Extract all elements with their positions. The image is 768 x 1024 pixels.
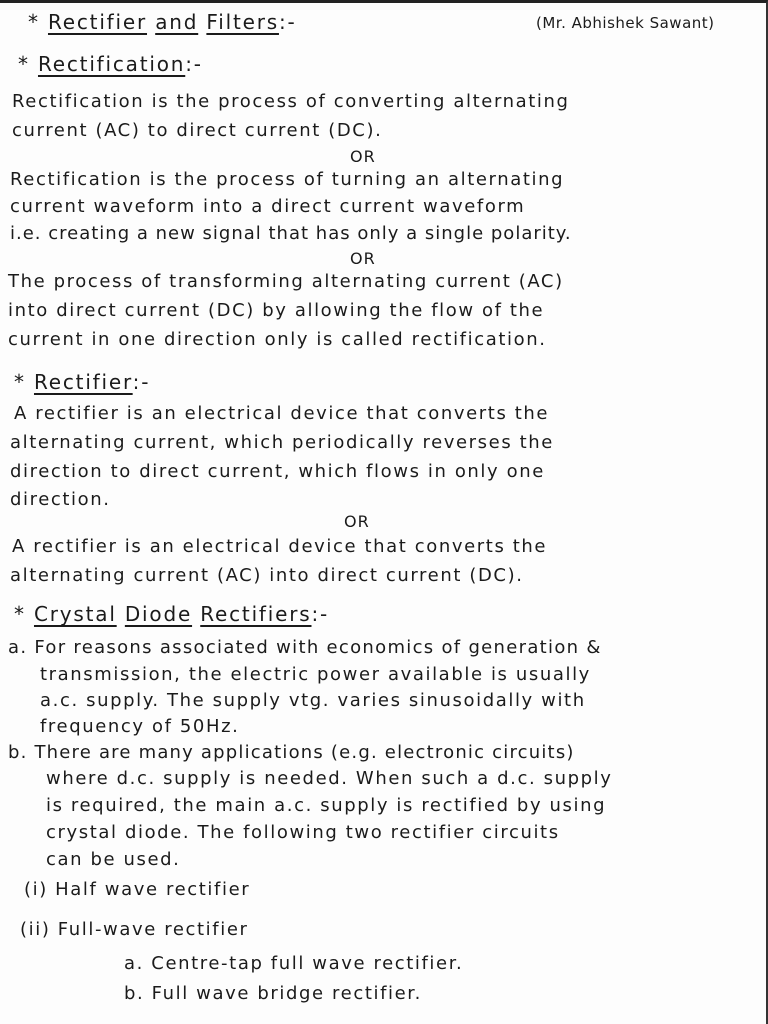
section-heading-rectification [18, 53, 203, 75]
section-heading-crystal-diode [14, 603, 329, 625]
text-line: alternating current, which periodically reverses the [10, 432, 554, 453]
or-separator: OR [350, 249, 376, 268]
text-line: A rectifier is an electrical device that converts the [12, 536, 548, 557]
text-line: alternating current (AC) into direct current (DC). [10, 565, 524, 586]
text-line: A rectifier is an electrical device that converts the [14, 403, 550, 424]
full-wave-subtype: b. Full wave bridge rectifier. [124, 983, 422, 1004]
title-word-3: Filters [206, 10, 279, 34]
heading-suffix: :- [132, 370, 151, 394]
heading-word-1: Crystal [33, 602, 117, 626]
title-suffix: :- [278, 10, 297, 34]
heading-word-2: Diode [124, 602, 193, 626]
point-a-line: frequency of 50Hz. [40, 716, 240, 737]
star-bullet: * [28, 10, 40, 34]
full-wave-subtype: a. Centre-tap full wave rectifier. [124, 953, 464, 974]
text-line: The process of transforming alternating current (AC) [8, 271, 564, 292]
or-separator: OR [350, 147, 376, 166]
star-bullet: * [18, 52, 30, 76]
text-line: direction to direct current, which flows in only one [10, 461, 545, 482]
text-line: current waveform into a direct current waveform [10, 196, 526, 217]
heading-suffix: :- [185, 52, 203, 76]
point-b-line: crystal diode. The following two rectifier circuits [46, 822, 560, 843]
point-b-line: can be used. [46, 849, 181, 870]
point-a-line: a.c. supply. The supply vtg. varies sinusoidally with [40, 690, 586, 711]
star-bullet: * [14, 370, 26, 394]
point-b-line: where d.c. supply is needed. When such a d.c. supply [46, 768, 613, 789]
section-heading-rectifier [14, 371, 150, 393]
heading-label: Rectifier [33, 370, 133, 394]
point-b-line: is required, the main a.c. supply is rectified by using [46, 795, 607, 816]
text-line: i.e. creating a new signal that has only a single polarity. [10, 223, 572, 244]
page-title [28, 11, 297, 33]
title-word-2: and [155, 10, 199, 34]
text-line: current (AC) to direct current (DC). [12, 120, 383, 141]
text-line: Rectification is the process of converting alternating [12, 91, 570, 112]
text-line: direction. [10, 489, 111, 510]
text-line: Rectification is the process of turning an alternating [10, 169, 565, 190]
point-a-line: transmission, the electric power available is usually [40, 664, 591, 685]
text-line: current in one direction only is called rectification. [8, 329, 547, 350]
point-b-line: b. There are many applications (e.g. electronic circuits) [8, 742, 575, 763]
or-separator: OR [344, 512, 370, 531]
rectifier-type-item: (ii) Full-wave rectifier [20, 919, 249, 940]
point-a-line: a. For reasons associated with economics of generation & [8, 637, 602, 658]
text-line: into direct current (DC) by allowing the flow of the [8, 300, 545, 321]
author-credit: (Mr. Abhishek Sawant) [536, 14, 715, 32]
heading-label: Rectification [37, 52, 186, 76]
rectifier-type-item: (i) Half wave rectifier [24, 879, 251, 900]
heading-suffix: :- [311, 602, 330, 626]
star-bullet: * [14, 602, 26, 626]
heading-word-3: Rectifiers [200, 602, 312, 626]
title-word-1: Rectifier [47, 10, 148, 34]
